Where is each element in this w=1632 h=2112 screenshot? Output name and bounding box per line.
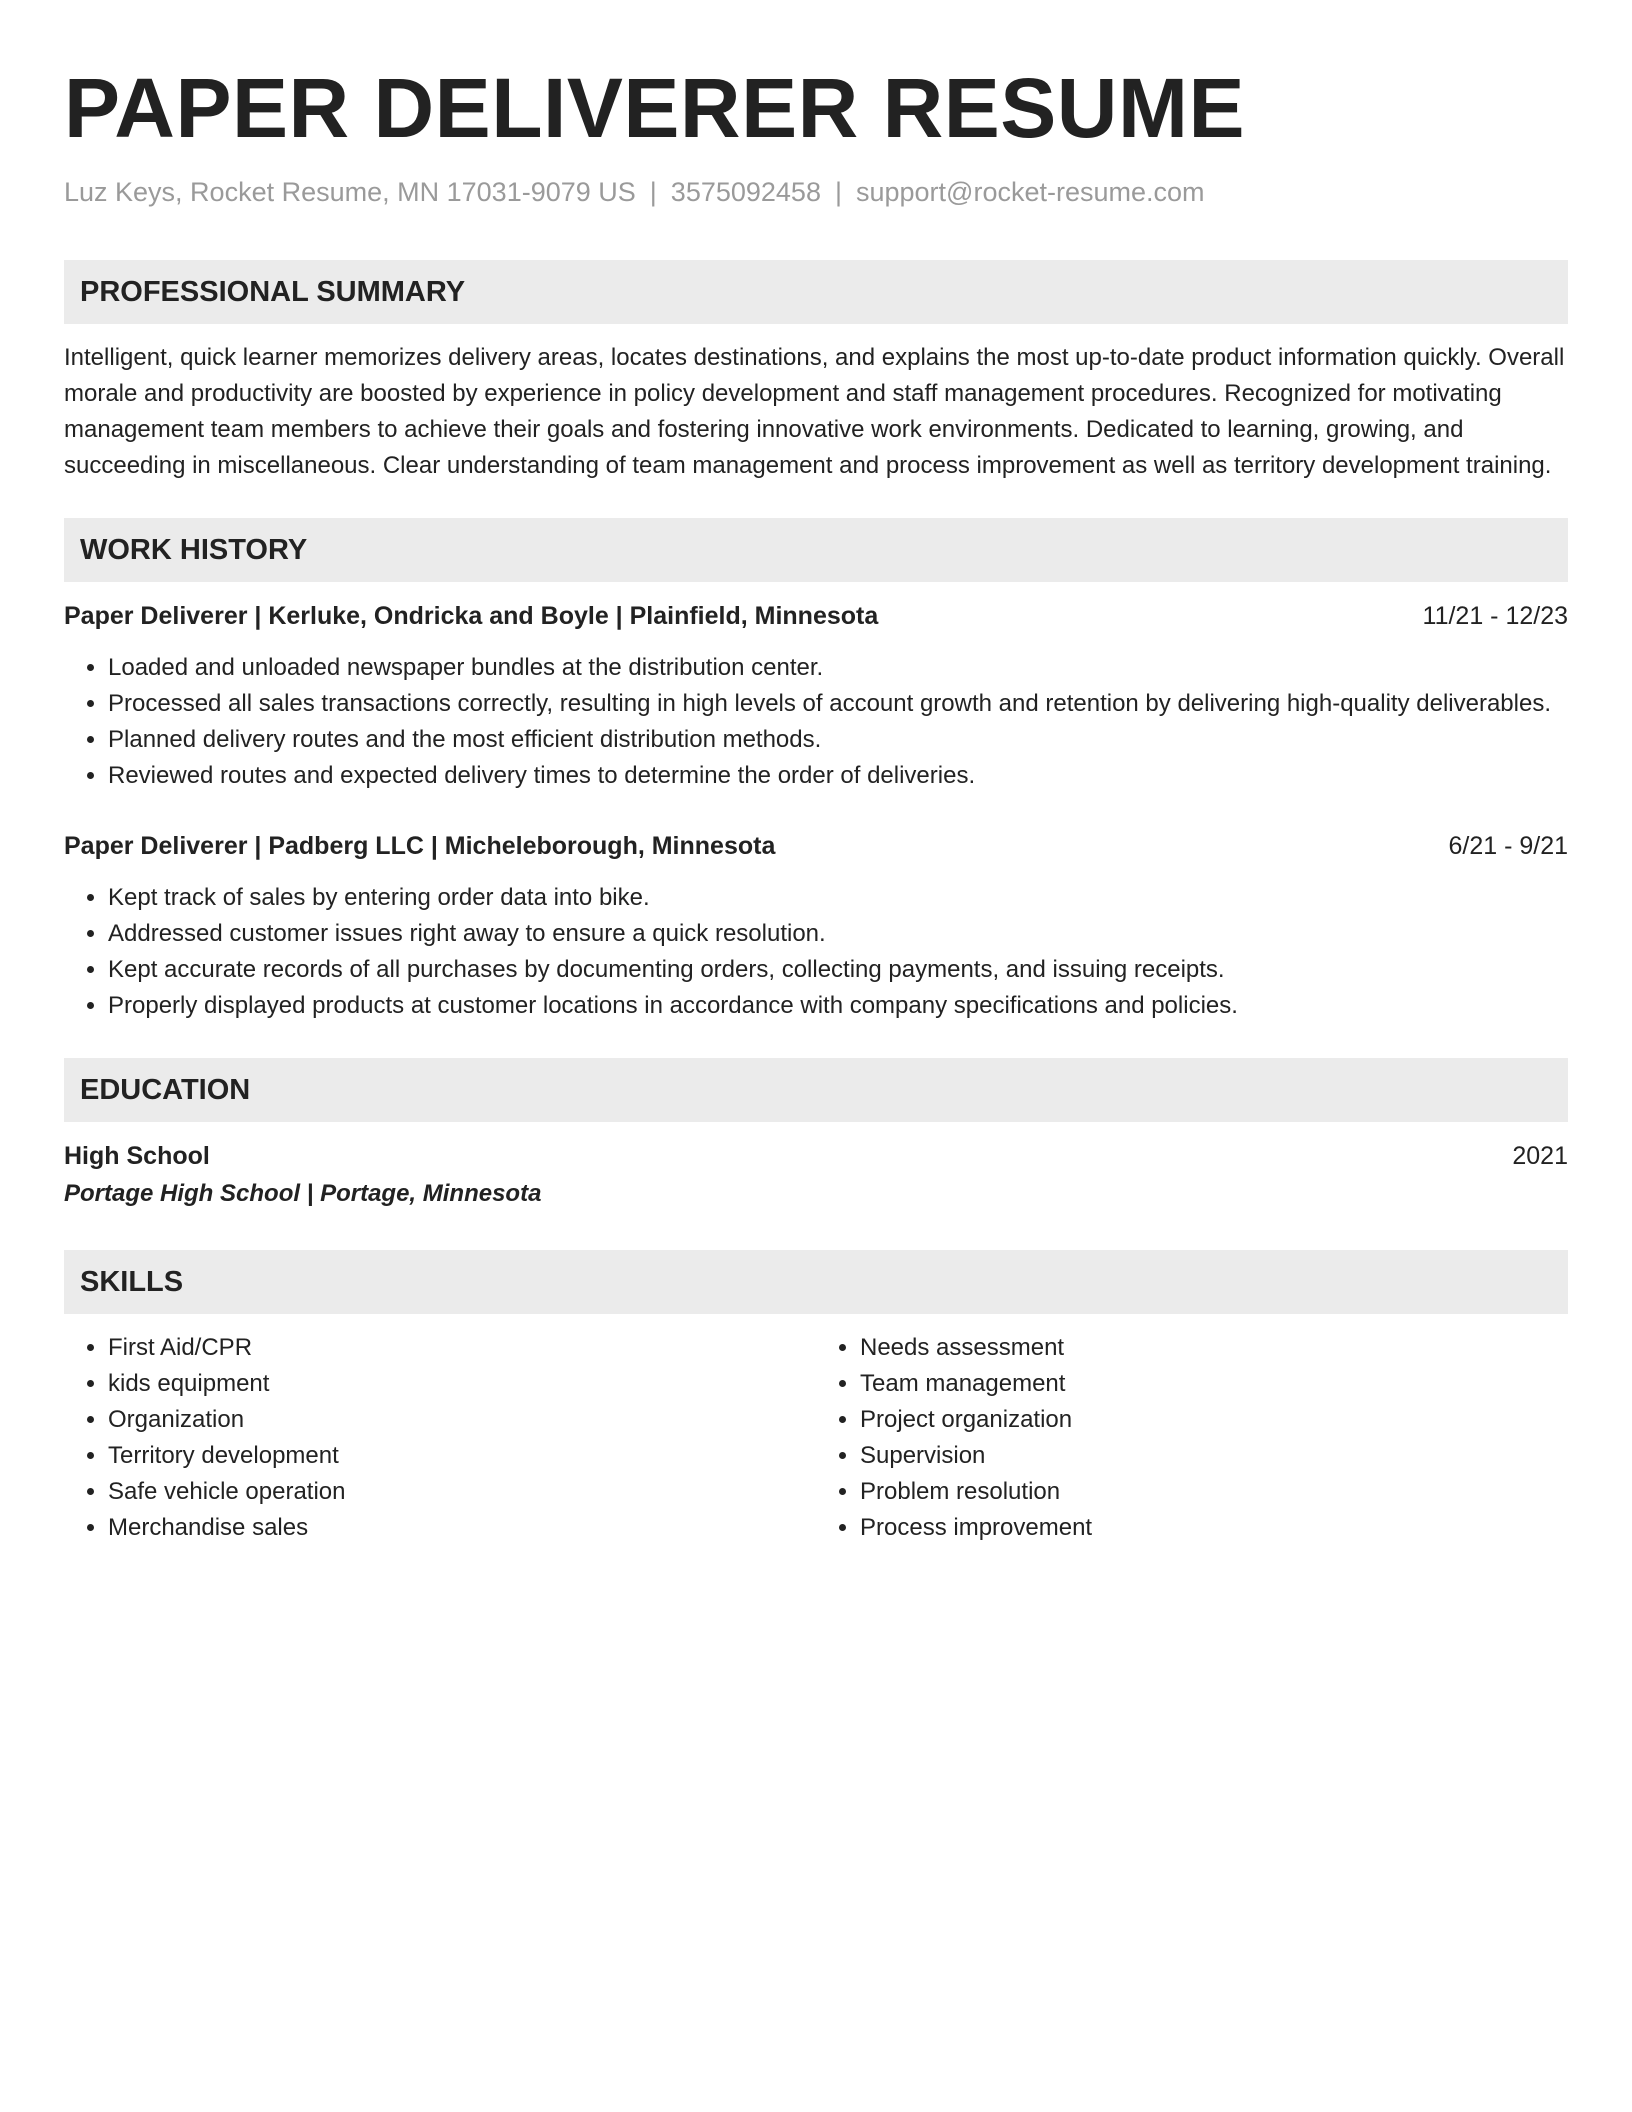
education-school: Portage High School | Portage, Minnesota xyxy=(64,1180,542,1207)
contact-email: support@rocket-resume.com xyxy=(855,177,1205,207)
section-header-work-history: WORK HISTORY xyxy=(64,518,1568,582)
education-header xyxy=(64,1138,1568,1174)
job-bullet-list xyxy=(64,650,1568,794)
contact-phone: 3575092458 xyxy=(670,177,821,207)
education-year: 2021 xyxy=(1512,1142,1568,1170)
summary-text: Intelligent, quick learner memorizes delivery areas, locates destinations, and explains the most up-to-date product information quickly. Overall morale and productivity are boosted by experience in policy development and staff management procedures. Recognized for motivating management team members to achieve their goals and fostering innovative work environments. Dedicated to learning, growing, and succeeding in miscellaneous. Clear understanding of team management and process improvement as well as territory development training. xyxy=(64,344,1565,479)
skill-item: • Team management xyxy=(860,1366,1568,1402)
skills-list-left xyxy=(64,1330,816,1546)
page-title: PAPER DELIVERER RESUME xyxy=(64,61,1245,155)
education-degree: High School xyxy=(64,1142,210,1170)
section-header-education: EDUCATION xyxy=(64,1058,1568,1122)
job-entry xyxy=(64,598,1568,794)
skill-item: • Process improvement xyxy=(860,1510,1568,1546)
job-bullet: • Addressed customer issues right away to ensure a quick resolution. xyxy=(108,916,1568,952)
skill-item: • Merchandise sales xyxy=(108,1510,816,1546)
job-bullet: • Properly displayed products at customer locations in accordance with company specifications and policies. xyxy=(108,988,1568,1024)
job-bullet: • Planned delivery routes and the most efficient distribution methods. xyxy=(108,722,1568,758)
job-title: Paper Deliverer | Padberg LLC | Micheleborough, Minnesota xyxy=(64,832,776,860)
skills-list-right xyxy=(816,1330,1568,1546)
skill-item: • Needs assessment xyxy=(860,1330,1568,1366)
skill-item: • Safe vehicle operation xyxy=(108,1474,816,1510)
job-header xyxy=(64,598,1568,634)
skill-item: • kids equipment xyxy=(108,1366,816,1402)
education-entry xyxy=(64,1138,1568,1214)
job-title: Paper Deliverer | Kerluke, Ondricka and Boyle | Plainfield, Minnesota xyxy=(64,602,879,630)
job-bullet: • Loaded and unloaded newspaper bundles at the distribution center. xyxy=(108,650,1568,686)
contact-address: Luz Keys, Rocket Resume, MN 17031-9079 US xyxy=(64,177,636,207)
job-entry xyxy=(64,828,1568,1024)
skill-item: • Territory development xyxy=(108,1438,816,1474)
contact-line xyxy=(64,174,1568,210)
skill-item: • Supervision xyxy=(860,1438,1568,1474)
skill-item: • First Aid/CPR xyxy=(108,1330,816,1366)
job-bullet: • Kept track of sales by entering order data into bike. xyxy=(108,880,1568,916)
skill-item: • Problem resolution xyxy=(860,1474,1568,1510)
job-dates: 6/21 - 9/21 xyxy=(1448,832,1568,860)
contact-separator: | xyxy=(649,177,657,207)
job-bullet: • Processed all sales transactions correctly, resulting in high levels of account growth and retention by delivering high-quality deliverables. xyxy=(108,686,1568,722)
job-header xyxy=(64,828,1568,864)
skill-item: • Project organization xyxy=(860,1402,1568,1438)
job-bullet: • Reviewed routes and expected delivery times to determine the order of deliveries. xyxy=(108,758,1568,794)
section-header-summary: PROFESSIONAL SUMMARY xyxy=(64,260,1568,324)
skill-item: • Organization xyxy=(108,1402,816,1438)
contact-separator: | xyxy=(834,177,842,207)
skills-columns xyxy=(64,1330,1568,1546)
job-bullet: • Kept accurate records of all purchases by documenting orders, collecting payments, and issuing receipts. xyxy=(108,952,1568,988)
section-header-skills: SKILLS xyxy=(64,1250,1568,1314)
job-bullet-list xyxy=(64,880,1568,1024)
job-dates: 11/21 - 12/23 xyxy=(1422,602,1568,630)
